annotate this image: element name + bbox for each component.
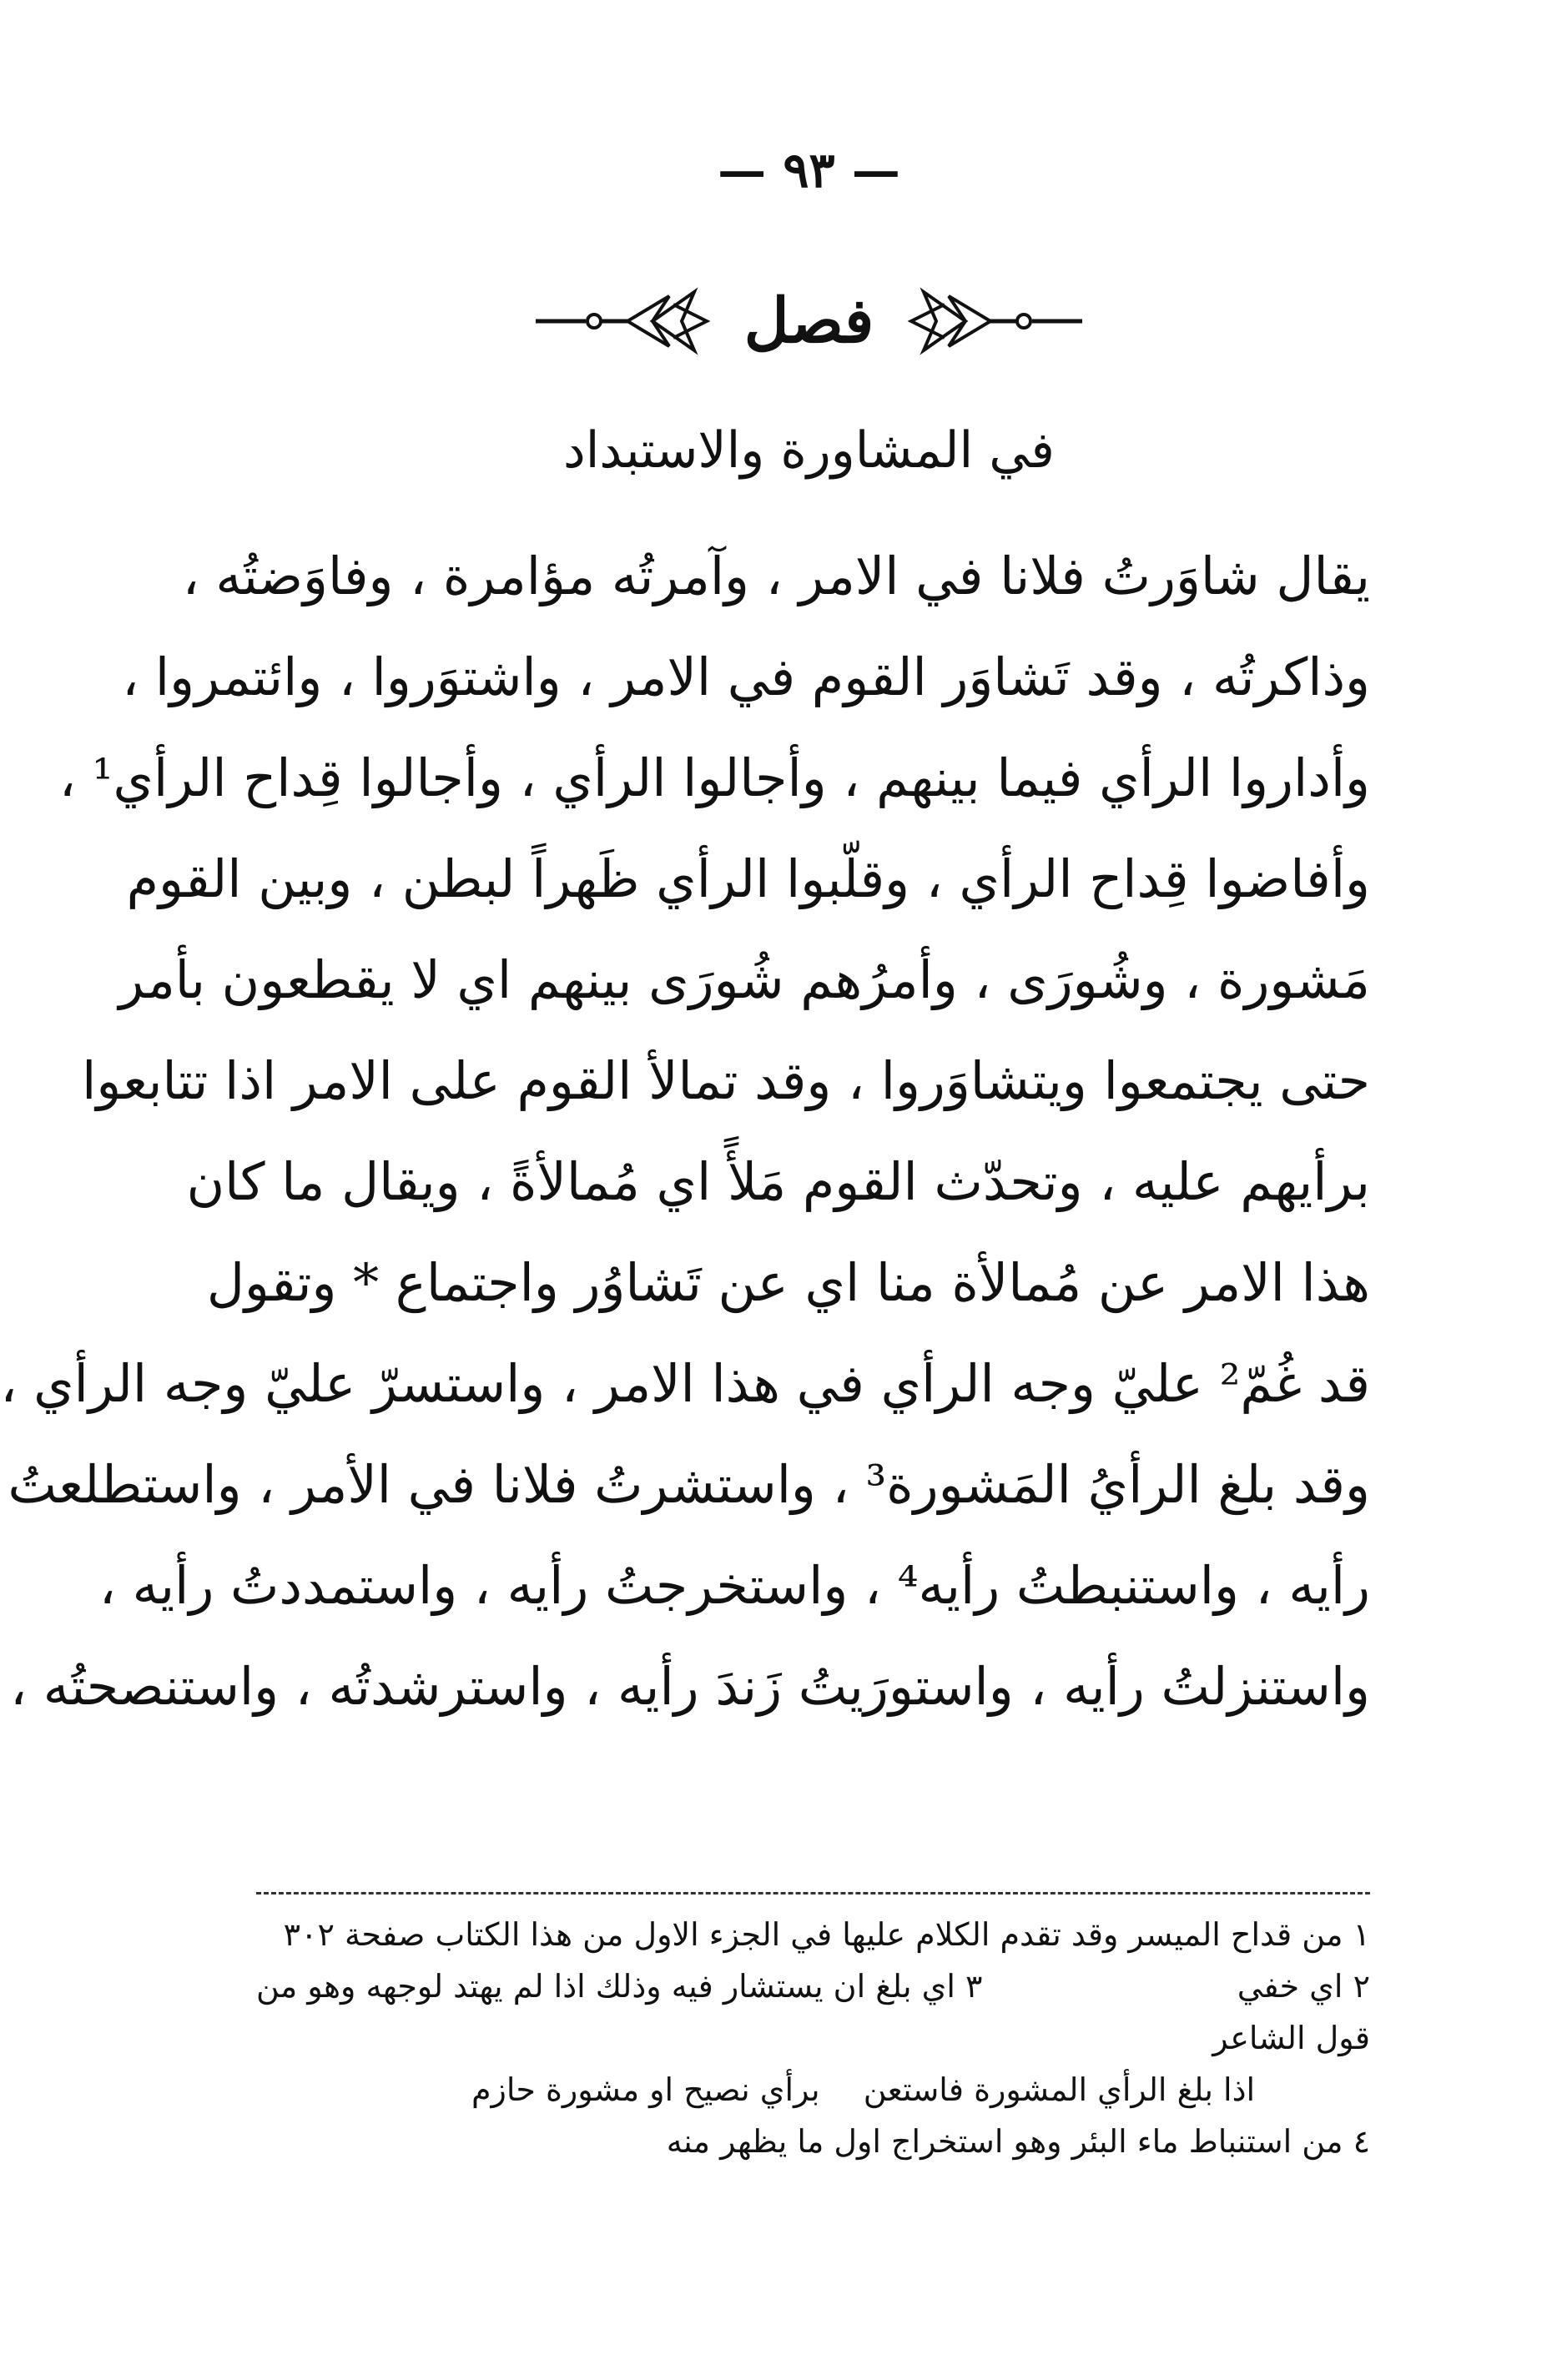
footnote-row-2-3 (256, 1960, 1370, 2012)
text-line: وأفاضوا قِداح الرأي ، وقلّبوا الرأي ظَهراً لبطن ، وبين القوم (126, 848, 1370, 909)
footnote-4: ٤ من استنباط ماء البئر وهو استخراج اول ما يظهر منه (666, 2123, 1370, 2160)
text-line: رأيه ، واستنبطتُ رأيه⁴ ، واستخرجتُ رأيه ، واستمددتُ رأيه ، (98, 1555, 1370, 1616)
page-number: — ٩٣ — (718, 142, 900, 199)
section-heading (56, 284, 1562, 359)
text-line: وذاكرتُه ، وقد تَشاوَر القوم في الامر ، واشتوَروا ، وائتمروا ، (122, 647, 1370, 707)
text-line: واستنزلتُ رأيه ، واستورَيتُ زَندَ رأيه ، واسترشدتُه ، واستنصحتُه ، (10, 1656, 1370, 1717)
text-line: وقد بلغ الرأيُ المَشورة³ ، واستشرتُ فلانا في الأمر ، واستطلعتُ (8, 1454, 1370, 1515)
verse-second-hemistich: برأي نصيح او مشورة حازم (471, 2071, 820, 2108)
section-title: فصل (743, 285, 874, 357)
footnote-2: ٢ اي خفي (1237, 1968, 1370, 2005)
footnote-3-continuation: قول الشاعر (1212, 2020, 1370, 2056)
section-subtitle: في المشاورة والاستبداد (563, 421, 1055, 480)
footnote-verse (256, 2064, 1370, 2116)
text-line: قد غُمّ² عليّ وجه الرأي في هذا الامر ، واستسرّ عليّ وجه الرأي ، (0, 1353, 1370, 1414)
body-paragraph (0, 526, 1370, 1737)
footnote-3: ٣ اي بلغ ان يستشار فيه وذلك اذا لم يهتد لوجهه وهو من (256, 1968, 983, 2005)
text-line: وأداروا الرأي فيما بينهم ، وأجالوا الرأي ، وأجالوا قِداح الرأي¹ ، (58, 747, 1370, 808)
verse-first-hemistich: اذا بلغ الرأي المشورة فاستعن (863, 2071, 1256, 2108)
decorative-flourish-icon (899, 284, 1091, 359)
text-line: حتى يجتمعوا ويتشاوَروا ، وقد تمالأ القوم على الامر اذا تتابعوا (82, 1050, 1370, 1111)
footnote-divider (256, 1892, 1370, 1894)
footnote-1: ١ من قداح الميسر وقد تقدم الكلام عليها في الجزء الاول من هذا الكتاب صفحة ٣٠٢ (283, 1916, 1370, 1953)
text-line: برأيهم عليه ، وتحدّث القوم مَلأً اي مُمالأةً ، ويقال ما كان (186, 1151, 1370, 1212)
text-line: يقال شاوَرتُ فلانا في الامر ، وآمرتُه مؤامرة ، وفاوَضتُه ، (182, 546, 1370, 606)
text-line: مَشورة ، وشُورَى ، وأمرُهم شُورَى بينهم اي لا يقطعون بأمر (118, 949, 1370, 1010)
decorative-flourish-icon (527, 284, 719, 359)
footnotes (256, 1909, 1370, 2167)
text-line: هذا الامر عن مُمالأة منا اي عن تَشاوُر واجتماع * وتقول (206, 1252, 1370, 1313)
